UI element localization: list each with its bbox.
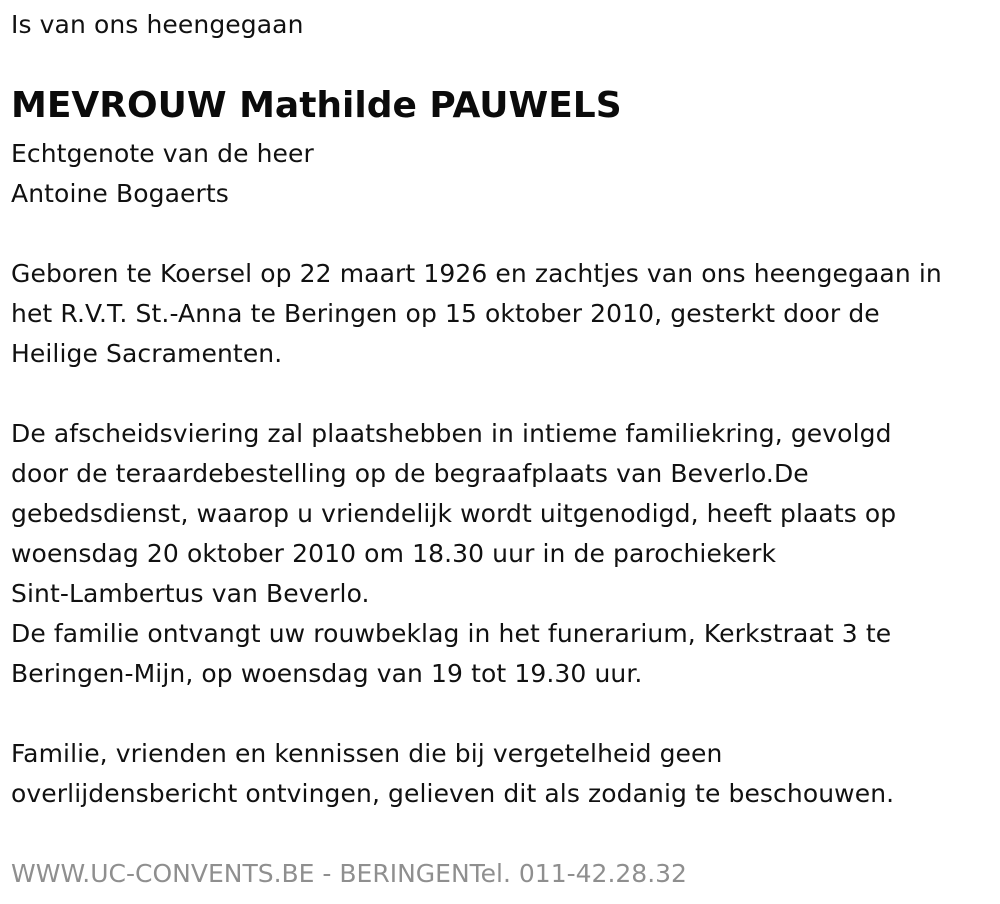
spouse-line: Echtgenote van de heer: [11, 139, 314, 168]
spouse-line: Antoine Bogaerts: [11, 179, 229, 208]
paragraph-line: Beringen-Mijn, op woensdag van 19 tot 19.30 uur.: [11, 659, 643, 688]
paragraph-line: woensdag 20 oktober 2010 om 18.30 uur in de parochiekerk: [11, 539, 777, 568]
paragraph-line: overlijdensbericht ontvingen, gelieven dit als zodanig te beschouwen.: [11, 779, 895, 808]
paragraph-line: Heilige Sacramenten.: [11, 339, 283, 368]
spouse-block: [11, 134, 314, 214]
intro-text: Is van ons heengegaan: [11, 10, 304, 39]
ceremony-paragraph: [11, 414, 896, 694]
deceased-name: MEVROUW Mathilde PAUWELS: [11, 85, 622, 126]
paragraph-line: Geboren te Koersel op 22 maart 1926 en zachtjes van ons heengegaan in: [11, 259, 942, 288]
paragraph-line: gebedsdienst, waarop u vriendelijk wordt uitgenodigd, heeft plaats op: [11, 499, 897, 528]
paragraph-line: De afscheidsviering zal plaatshebben in intieme familiekring, gevolgd: [11, 419, 892, 448]
paragraph-line: De familie ontvangt uw rouwbeklag in het funerarium, Kerkstraat 3 te: [11, 619, 892, 648]
birth-paragraph: [11, 254, 942, 374]
notice-paragraph: [11, 734, 894, 814]
paragraph-line: Sint-Lambertus van Beverlo.: [11, 579, 370, 608]
paragraph-line: het R.V.T. St.-Anna te Beringen op 15 oktober 2010, gesterkt door de: [11, 299, 880, 328]
footer-contact: WWW.UC-CONVENTS.BE - BERINGENTel. 011-42.28.32: [11, 859, 687, 888]
paragraph-line: Familie, vrienden en kennissen die bij vergetelheid geen: [11, 739, 723, 768]
paragraph-line: door de teraardebestelling op de begraafplaats van Beverlo.De: [11, 459, 809, 488]
